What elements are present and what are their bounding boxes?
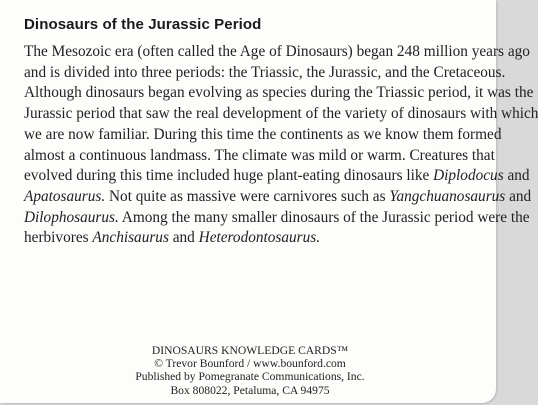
text-run: almost a continuous landmass. The climate was mild or warm. Creatures that (24, 146, 495, 164)
species-name-anchisaurus: Anchisaurus (92, 229, 169, 247)
species-name-diplodocus: Diplodocus (433, 167, 504, 185)
address-line: Box 808022, Petaluma, CA 94975 (170, 383, 330, 397)
paragraph-line (24, 228, 486, 249)
species-name-yangchuanosaurus: Yangchuanosaurus (389, 187, 506, 205)
paragraph-line (24, 63, 506, 84)
paragraph-line (24, 83, 534, 104)
paragraph-line (24, 125, 502, 146)
species-name-heterodontosaurus: Heterodontosaurus. (198, 229, 321, 247)
text-run: and (172, 229, 195, 247)
paragraph-line (24, 146, 495, 167)
text-run: and (507, 167, 530, 185)
card-paragraph (24, 42, 538, 249)
paragraph-line (24, 208, 530, 229)
paragraph-line (24, 104, 538, 125)
text-run: The Mesozoic era (often called the Age of Dinosaurs) began 248 million years ago (24, 43, 530, 60)
publisher-line: Published by Pomegranate Communications, Inc. (135, 370, 365, 384)
text-run: Although dinosaurs began evolving as species during the Triassic period, it was the (24, 84, 534, 102)
text-run: and is divided into three periods: the Triassic, the Jurassic, and the Cretaceous. (24, 63, 506, 81)
text-run: herbivores (24, 229, 89, 247)
series-name: DINOSAURS KNOWLEDGE CARDS™ (151, 344, 349, 357)
text-run: Among the many smaller dinosaurs of the Jurassic period were the (121, 208, 530, 226)
text-run: evolved during this time included huge plant-eating dinosaurs like (24, 167, 430, 185)
species-name-apatosaurus: Apatosaurus. (24, 187, 106, 205)
card-footer (0, 344, 500, 397)
paragraph-line (24, 166, 530, 187)
text-run: Not quite as massive were carnivores such as (109, 187, 386, 205)
text-run: we are now familiar. During this time the continents as we know them formed (24, 125, 502, 143)
paragraph-line (24, 187, 532, 208)
text-run: Jurassic period that saw the real development of the variety of dinosaurs with which (24, 105, 538, 123)
copyright-line: © Trevor Bounford / www.bounford.com (154, 357, 346, 371)
text-run: and (509, 187, 532, 205)
card-title: Dinosaurs of the Jurassic Period (24, 16, 262, 33)
species-name-dilophosaurus: Dilophosaurus. (24, 208, 119, 226)
paragraph-line (24, 42, 530, 63)
